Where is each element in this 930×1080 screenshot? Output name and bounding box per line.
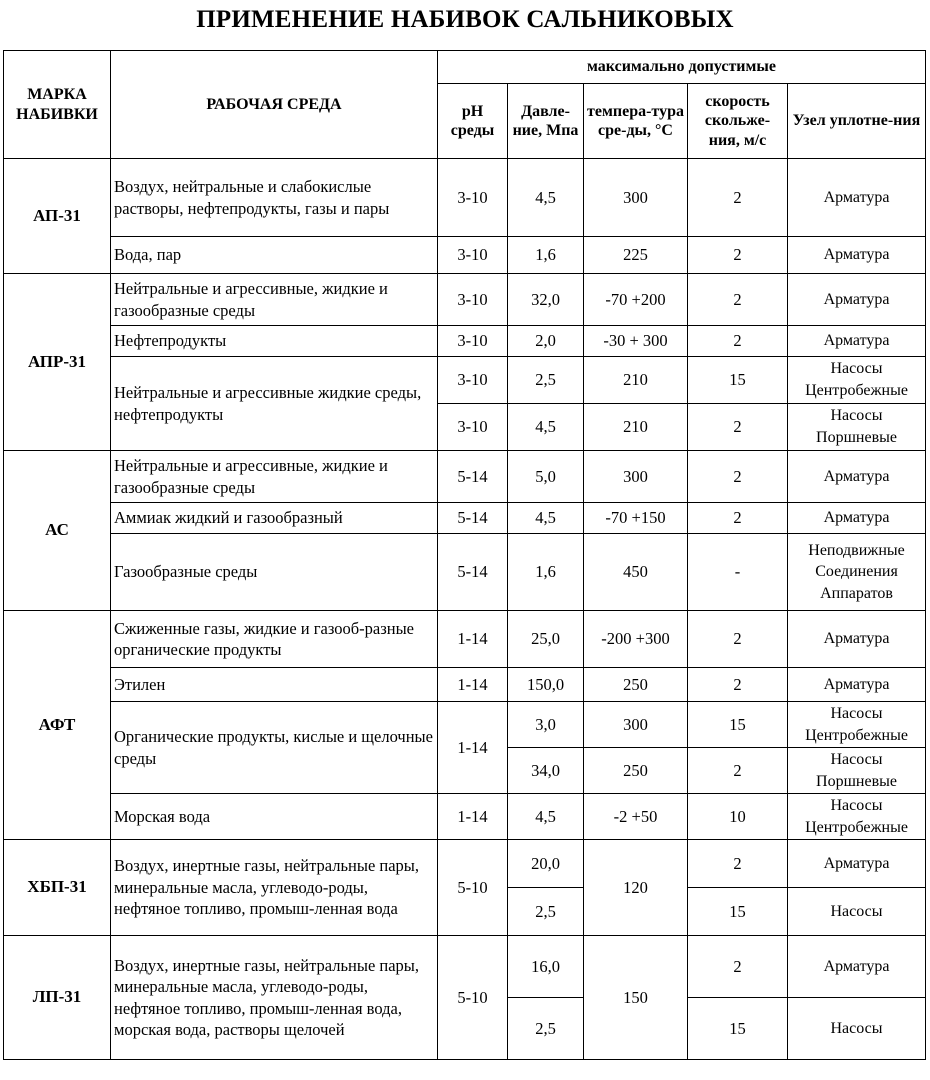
node-line: Центробежные [805,726,908,744]
table-row [4,326,926,357]
brand-cell: АС [4,451,111,611]
speed-cell: 2 [688,503,788,534]
table-row [4,503,926,534]
medium-cell: Вода, пар [111,237,438,274]
node-cell [788,794,926,840]
temp-cell: 225 [584,237,688,274]
pressure-cell: 4,5 [508,503,584,534]
pressure-cell: 2,0 [508,326,584,357]
table-row [4,702,926,748]
pressure-cell: 2,5 [508,888,584,936]
pressure-cell: 2,5 [508,998,584,1060]
node-cell: Арматура [788,840,926,888]
table-row [4,936,926,998]
table-row [4,534,926,611]
table-row [4,668,926,702]
node-cell: Арматура [788,326,926,357]
brand-cell: ЛП-31 [4,936,111,1060]
pressure-cell: 3,0 [508,702,584,748]
medium-cell: Нейтральные и агрессивные, жидкие и газообразные среды [111,451,438,503]
pressure-cell: 34,0 [508,748,584,794]
node-line: Аппаратов [820,584,893,602]
node-line: Насосы [830,750,883,768]
pressure-cell: 25,0 [508,611,584,668]
pressure-cell: 2,5 [508,357,584,404]
speed-cell: 15 [688,702,788,748]
medium-cell: Нефтепродукты [111,326,438,357]
col-header-speed: скорость скольже-ния, м/с [688,84,788,159]
medium-cell: Газообразные среды [111,534,438,611]
temp-cell: 210 [584,357,688,404]
brand-cell: АП-31 [4,159,111,274]
col-header-node: Узел уплотне-ния [788,84,926,159]
node-line: Соединения [815,563,898,581]
col-header-temp: темпера-тура сре-ды, °С [584,84,688,159]
pressure-cell: 1,6 [508,534,584,611]
brand-cell: АПР-31 [4,274,111,451]
col-header-pressure: Давле-ние, Мпа [508,84,584,159]
speed-cell: 2 [688,748,788,794]
speed-cell: 2 [688,274,788,326]
temp-cell: 450 [584,534,688,611]
table-row [4,611,926,668]
pressure-cell: 5,0 [508,451,584,503]
col-header-max-group: максимально допустимые [438,51,926,84]
node-cell: Арматура [788,611,926,668]
node-cell: Арматура [788,237,926,274]
page-title: ПРИМЕНЕНИЕ НАБИВОК САЛЬНИКОВЫХ [196,6,734,33]
medium-cell: Воздух, нейтральные и слабокислые растворы, нефтепродукты, газы и пары [111,159,438,237]
node-cell: Насосы [788,998,926,1060]
temp-cell: -200 +300 [584,611,688,668]
temp-cell: 120 [584,840,688,936]
speed-cell: 15 [688,357,788,404]
node-cell [788,534,926,611]
node-line: Центробежные [805,818,908,836]
medium-cell: Этилен [111,668,438,702]
table-row [4,274,926,326]
node-cell [788,702,926,748]
speed-cell: 15 [688,888,788,936]
node-cell: Арматура [788,274,926,326]
ph-cell: 1-14 [438,668,508,702]
node-cell: Арматура [788,668,926,702]
node-cell [788,404,926,451]
medium-cell: Аммиак жидкий и газообразный [111,503,438,534]
node-line: Насосы [830,360,883,378]
temp-cell: 300 [584,702,688,748]
node-line: Насосы [830,407,883,425]
brand-cell: ХБП-31 [4,840,111,936]
pressure-cell: 16,0 [508,936,584,998]
table-row [4,451,926,503]
speed-cell: 10 [688,794,788,840]
node-cell: Арматура [788,936,926,998]
speed-cell: 2 [688,840,788,888]
table-row [4,840,926,888]
speed-cell: 2 [688,326,788,357]
node-line: Неподвижные [808,541,905,559]
col-header-medium: РАБОЧАЯ СРЕДА [111,51,438,159]
temp-cell: 150 [584,936,688,1060]
ph-cell: 5-14 [438,534,508,611]
temp-cell: 250 [584,748,688,794]
col-header-brand: МАРКА НАБИВКИ [4,51,111,159]
node-cell: Арматура [788,451,926,503]
pressure-cell: 32,0 [508,274,584,326]
pressure-cell: 4,5 [508,159,584,237]
node-cell [788,357,926,404]
ph-cell: 3-10 [438,237,508,274]
temp-cell: 250 [584,668,688,702]
speed-cell: 15 [688,998,788,1060]
speed-cell: 2 [688,159,788,237]
speed-cell: 2 [688,611,788,668]
ph-cell: 3-10 [438,159,508,237]
ph-cell: 5-10 [438,840,508,936]
temp-cell: 300 [584,159,688,237]
pressure-cell: 20,0 [508,840,584,888]
ph-cell: 1-14 [438,702,508,794]
node-cell: Насосы [788,888,926,936]
pressure-cell: 4,5 [508,404,584,451]
packing-table [3,50,926,1060]
temp-cell: -2 +50 [584,794,688,840]
ph-cell: 1-14 [438,794,508,840]
speed-cell: 2 [688,451,788,503]
speed-cell: 2 [688,668,788,702]
pressure-cell: 4,5 [508,794,584,840]
speed-cell: 2 [688,237,788,274]
speed-cell: - [688,534,788,611]
ph-cell: 5-14 [438,503,508,534]
pressure-cell: 150,0 [508,668,584,702]
speed-cell: 2 [688,936,788,998]
node-line: Насосы [830,704,883,722]
node-line: Насосы [830,796,883,814]
ph-cell: 3-10 [438,404,508,451]
medium-cell: Органические продукты, кислые и щелочные среды [111,702,438,794]
ph-cell: 3-10 [438,357,508,404]
temp-cell: -30 + 300 [584,326,688,357]
ph-cell: 5-10 [438,936,508,1060]
node-cell: Арматура [788,503,926,534]
temp-cell: 210 [584,404,688,451]
table-row [4,159,926,237]
medium-cell: Нейтральные и агрессивные, жидкие и газообразные среды [111,274,438,326]
node-cell: Арматура [788,159,926,237]
temp-cell: 300 [584,451,688,503]
table-row [4,237,926,274]
node-cell [788,748,926,794]
medium-cell: Нейтральные и агрессивные жидкие среды, нефтепродукты [111,357,438,451]
node-line: Поршневые [816,772,897,790]
ph-cell: 3-10 [438,326,508,357]
pressure-cell: 1,6 [508,237,584,274]
col-header-ph: pH среды [438,84,508,159]
brand-cell: АФТ [4,611,111,840]
ph-cell: 5-14 [438,451,508,503]
speed-cell: 2 [688,404,788,451]
medium-cell: Воздух, инертные газы, нейтральные пары, минеральные масла, углеводо-роды, нефтяное топливо, промыш-ленная вода [111,840,438,936]
table-row [4,794,926,840]
header-row-1 [4,51,926,84]
ph-cell: 3-10 [438,274,508,326]
medium-cell: Сжиженные газы, жидкие и газооб-разные органические продукты [111,611,438,668]
ph-cell: 1-14 [438,611,508,668]
medium-cell: Воздух, инертные газы, нейтральные пары, минеральные масла, углеводо-роды, нефтяное топливо, промыш-ленная вода, морская вода, растворы щелочей [111,936,438,1060]
node-line: Поршневые [816,429,897,446]
node-line: Центробежные [805,382,908,399]
table-row [4,357,926,404]
temp-cell: -70 +150 [584,503,688,534]
temp-cell: -70 +200 [584,274,688,326]
medium-cell: Морская вода [111,794,438,840]
